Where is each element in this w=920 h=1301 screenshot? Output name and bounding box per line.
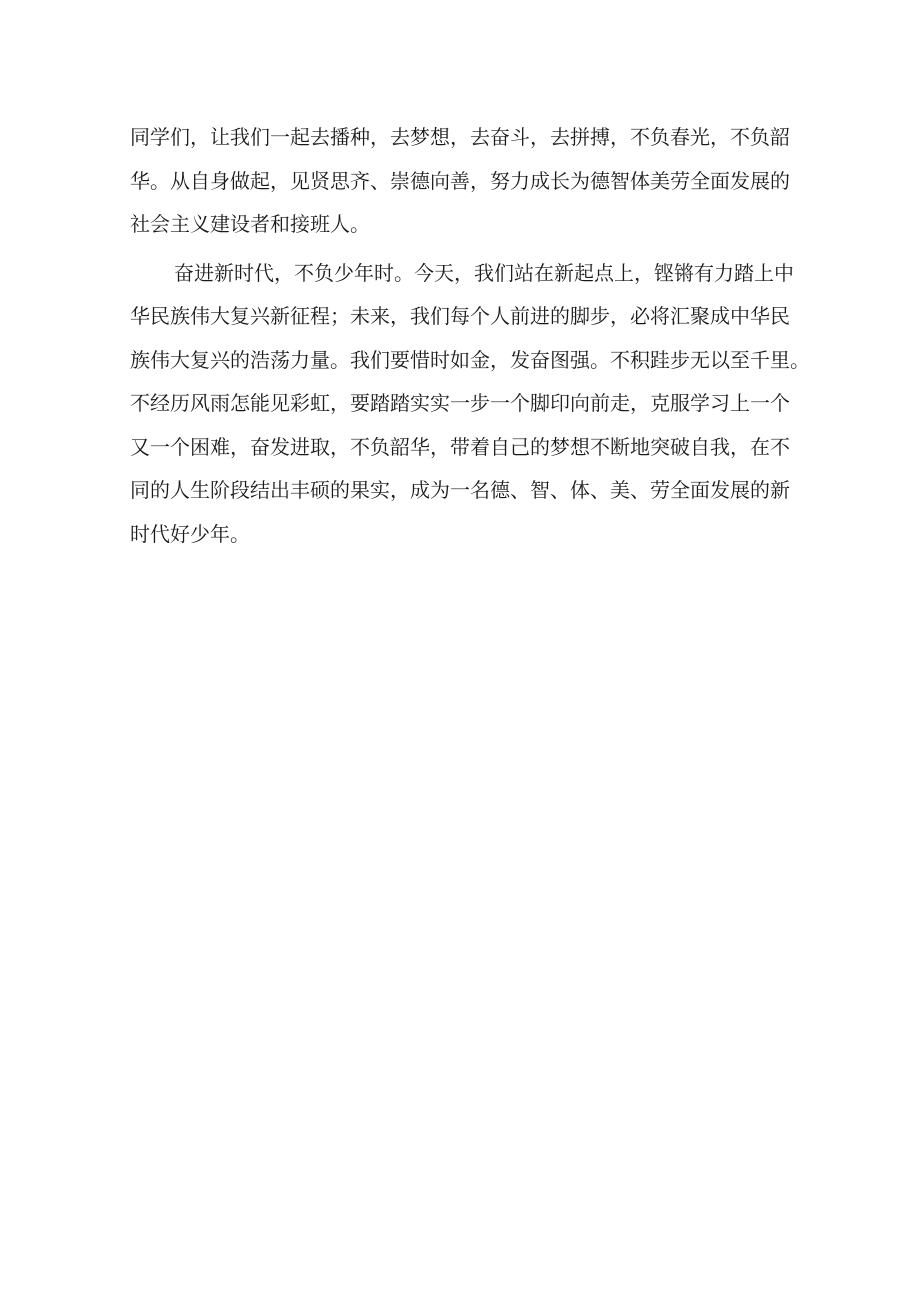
paragraph-line: 华。从自身做起，见贤思齐、崇德向善，努力成长为德智体美劳全面发展的 <box>130 168 790 193</box>
paragraph-line: 同的人生阶段结出丰硕的果实，成为一名德、智、体、美、劳全面发展的新 <box>130 478 790 502</box>
paragraph-line: 社会主义建设者和接班人。 <box>130 212 370 236</box>
paragraph-line: 不经历风雨怎能见彩虹，要踏踏实实一步一个脚印向前走，克服学习上一个 <box>130 391 790 415</box>
paragraph-line: 时代好少年。 <box>130 521 250 546</box>
document-body <box>130 116 810 561</box>
paragraph-line: 奋进新时代，不负少年时。今天，我们站在新起点上，铿锵有力踏上中 <box>174 260 794 285</box>
paragraph-line: 同学们，让我们一起去播种，去梦想，去奋斗，去拼搏，不负春光，不负韶 <box>130 125 790 149</box>
paragraph-line: 又一个困难，奋发进取，不负韶华，带着自己的梦想不断地突破自我，在不 <box>130 434 790 459</box>
paragraph-2 <box>130 252 810 557</box>
paragraph-line: 族伟大复兴的浩荡力量。我们要惜时如金，发奋图强。不积跬步无以至千里。 <box>130 347 810 372</box>
paragraph-1 <box>130 116 794 247</box>
paragraph-line: 华民族伟大复兴新征程；未来，我们每个人前进的脚步，必将汇聚成中华民 <box>130 304 790 328</box>
